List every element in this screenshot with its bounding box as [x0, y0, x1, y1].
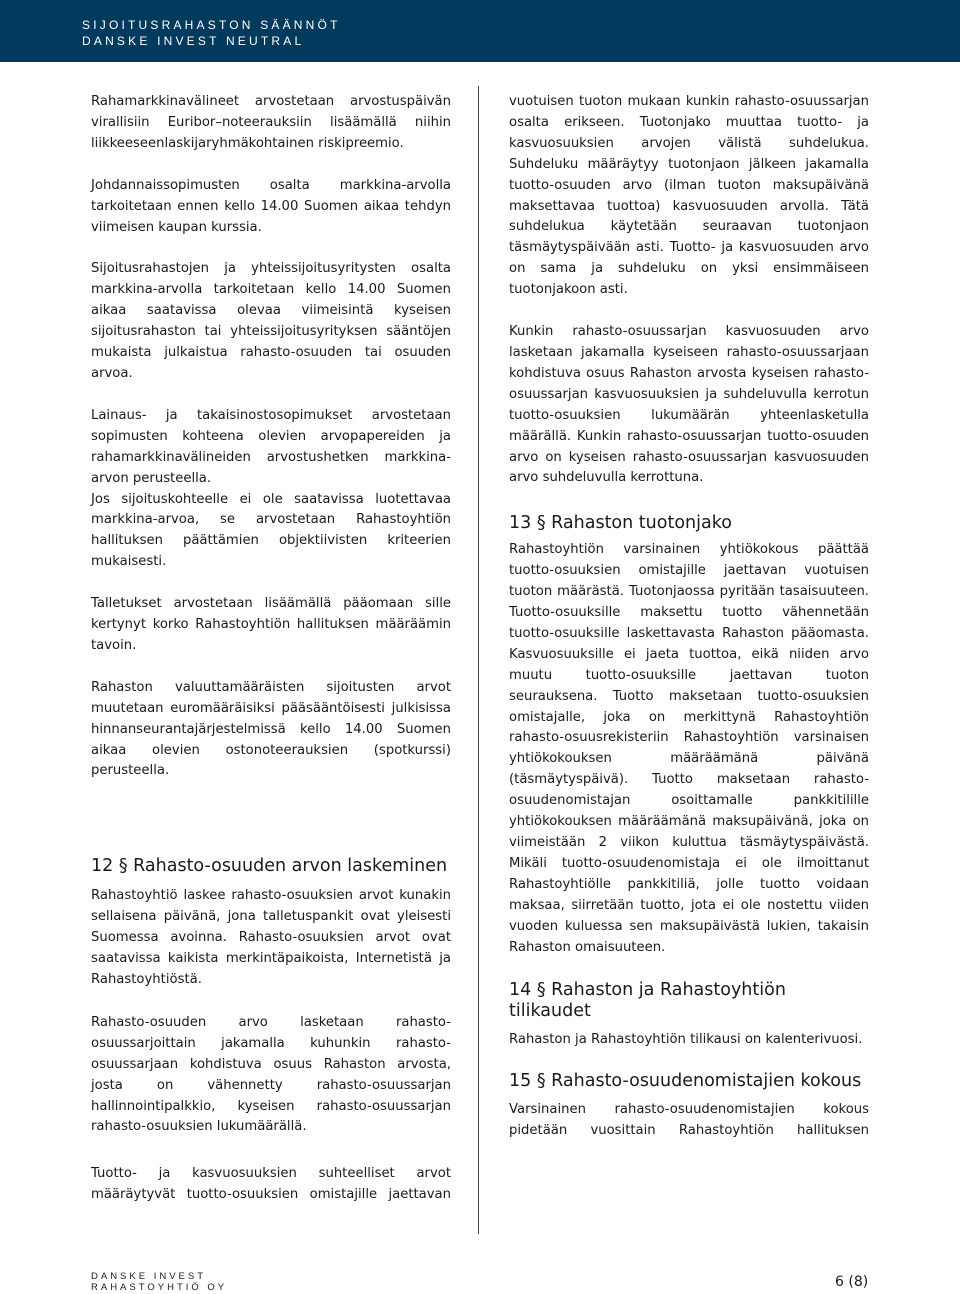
paragraph: Rahamarkkinavälineet arvostetaan arvostuspäivän virallisiin Euribor–noteerauksiin lisäämällä niihin liikkeeseenlaskijaryhmäkohtainen riskipreemio. [91, 94, 451, 151]
section-heading-12: 12 § Rahasto-osuuden arvon laskeminen [91, 856, 448, 877]
paragraph: Rahasto-osuuden arvo lasketaan rahasto-osuussarjoittain jakamalla kuhunkin rahasto-osuussarjaan kohdistuva osuus Rahaston arvosta, josta on vähennetty rahasto-osuussarjan hallinnointipalkkio, kyseisen rahasto-osuussarjan rahasto-osuuksien lukumäärällä. [91, 1014, 451, 1135]
right-column [509, 92, 869, 1142]
paragraph: Rahaston valuuttamääräisten sijoitusten arvot muutetaan euromääräisiksi pääsääntöisesti julkisissa hinnanseurantajärjestelmissä kello 14.00 Suomen aikaa olevien ostonoteerauksien (spotkurssi) perusteella. [91, 679, 451, 779]
paragraph: Tuotto- ja kasvuosuuksien suhteelliset arvot määräytyvät tuotto-osuuksien omistajille jaettavan [91, 1166, 451, 1203]
paragraph: Johdannaissopimusten osalta markkina-arvolla tarkoitetaan ennen kello 14.00 Suomen aikaa tehdyn viimeisen kaupan kurssia. [91, 177, 451, 235]
paragraph: Jos sijoituskohteelle ei ole saatavissa luotettavaa markkina-arvoa, se arvostetaan Rahastoyhtiön hallituksen päättämien objektiivisten kriteerien mukaisesti. [91, 491, 451, 570]
paragraph: Rahaston ja Rahastoyhtiön tilikausi on kalenterivuosi. [509, 1032, 863, 1048]
page-number: 6 (8) [835, 1274, 869, 1290]
paragraph: Sijoitusrahastojen ja yhteissijoitusyritysten osalta markkina-arvolla tarkoitetaan kello 14.00 Suomen aikaa saatavissa olevaa viimeisintä kyseisen sijoitusrahaston tai yhteissijoitusyrityksen sääntöjen mukaista julkaistua rahasto-osuuden tai osuuden arvoa. [91, 261, 451, 381]
paragraph: Kunkin rahasto-osuussarjan kasvuosuuden arvo lasketaan jakamalla kyseiseen rahasto-osuussarjaan kohdistuva osuus Rahaston arvosta kyseisen rahasto-osuussarjan kasvuosuuksien ja suhdeluvulla kerrotun tuotto-osuuksien lukumäärän yhteenlasketulla määrällä. Kunkin rahasto-osuussarjan tuotto-osuuden arvo on kyseisen rahasto-osuussarjan kasvuosuuden arvo suhdeluvulla kerrottuna. [509, 324, 869, 486]
paragraph: Lainaus- ja takaisinostosopimukset arvostetaan sopimusten kohteena olevien arvopapereiden ja rahamarkkinavälineiden arvostushetken markkina-arvon perusteella. [91, 407, 451, 486]
paragraph: vuotuisen tuoton mukaan kunkin rahasto-osuussarjan osalta erikseen. Tuotonjako muuttaa tuotto- ja kasvuosuuksien arvojen välistä suhdelukua. Suhdeluku määräytyy tuotonjaon jälkeen jakamalla tuotto-osuuden arvo (ilman tuoton maksupäivänä maksettavaa tuottoa) kasvuosuuden arvolla. Tätä suhdelukua käytetään seuraavan tuotonjaon täsmäytyspäivään asti. Tuotto- ja kasvuosuuden arvo on sama ja suhdeluku on yksi ensimmäiseen tuotonjakoon asti. [509, 94, 869, 298]
section-heading-13: 13 § Rahaston tuotonjako [509, 513, 732, 534]
fund-name: DANSKE INVEST NEUTRAL [82, 34, 305, 48]
footer-brand-line1: DANSKE INVEST [91, 1271, 207, 1282]
column-divider [478, 86, 479, 1234]
section-heading-14: 14 § Rahaston ja Rahastoyhtiön tilikaudet [509, 980, 786, 1022]
document-title: SIJOITUSRAHASTON SÄÄNNÖT [82, 18, 341, 32]
footer-brand [91, 1271, 227, 1293]
left-column [91, 92, 451, 1206]
header-banner [0, 0, 960, 62]
paragraph: Varsinainen rahasto-osuudenomistajien kokous pidetään vuosittain Rahastoyhtiön hallituksen [509, 1102, 869, 1139]
paragraph: Talletukset arvostetaan lisäämällä pääomaan sille kertynyt korko Rahastoyhtiön hallituksen määräämin tavoin. [91, 596, 451, 653]
footer-brand-line2: RAHASTOYHTIÖ OY [91, 1282, 228, 1293]
section-heading-15: 15 § Rahasto-osuudenomistajien kokous [509, 1071, 862, 1092]
paragraph: Rahastoyhtiön varsinainen yhtiökokous päättää tuotto-osuuksien omistajille jaettavan vuotuisen tuoton määrästä. Tuotonjaossa pyritään tasaisuuteen. Tuotto-osuuksille maksettu tuotto vähennetään tuotto-osuuksille laskettavasta Rahaston pääomasta. Kasvuosuuksille ei jaeta tuottoa, eikä niiden arvo muutu tuotto-osuuksille jaettavan tuoton seurauksena. Tuotto maksetaan tuotto-osuuksien omistajalle, joka on merkittynä Rahastoyhtiön rahasto-osuusrekisteriin Rahastoyhtiön varsinaisen yhtiökokouksen määräämänä päivänä (täsmäytyspäivä). Tuotto maksetaan rahasto-osuudenomistajan osoittamalle pankkitilille yhtiökokouksen määräämänä maksupäivänä, joka on viimeistään 2 viikon kuluttua täsmäytyspäivästä. Mikäli tuotto-osuudenomistaja ei ole ilmoittanut Rahastoyhtiölle pankkitiliä, jolle tuotto voidaan maksaa, siirretään tuotto, jota ei ole nostettu viiden vuoden kuluessa sen maksupäivästä lukien, takaisin Rahaston omaisuuteen. [509, 542, 869, 955]
paragraph: Rahastoyhtiö laskee rahasto-osuuksien arvot kunakin sellaisena päivänä, jona talletuspankit ovat yleisesti Suomessa avoinna. Rahasto-osuuksien arvot ovat saatavissa kaikista merkintäpaikoista, Internetistä ja Rahastoyhtiöstä. [91, 888, 451, 987]
